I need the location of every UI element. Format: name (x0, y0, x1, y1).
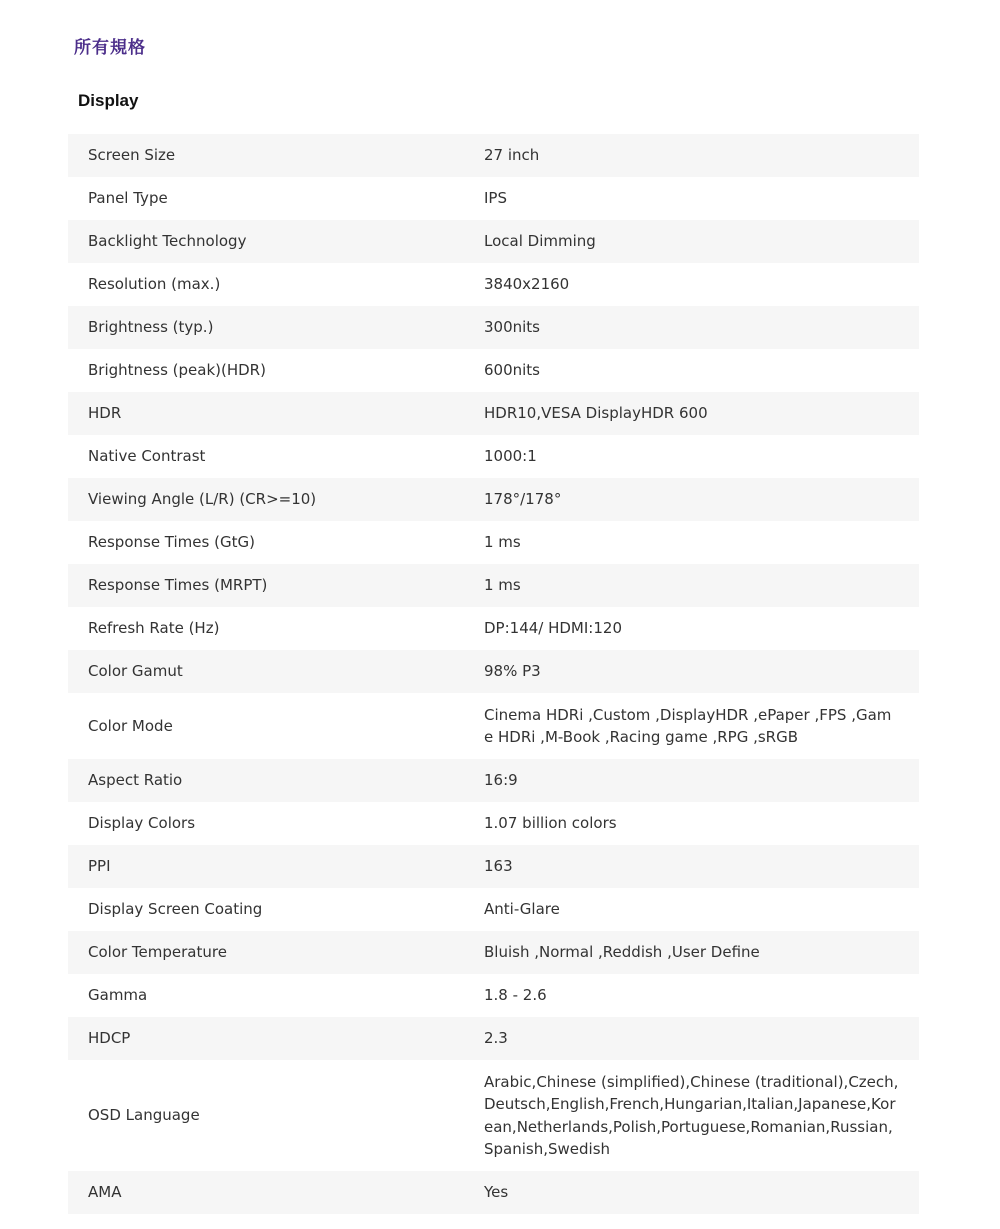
spec-label: Viewing Angle (L/R) (CR>=10) (88, 490, 317, 509)
spec-label: AMA (88, 1183, 122, 1202)
spec-label: PPI (88, 857, 111, 876)
spec-value: 16:9 (484, 771, 518, 790)
spec-row-osd-language (68, 1060, 919, 1171)
spec-label: Response Times (MRPT) (88, 576, 268, 595)
spec-row-display-colors (68, 802, 919, 845)
spec-row-response-gtg (68, 521, 919, 564)
spec-label: OSD Language (88, 1106, 200, 1125)
spec-value: 3840x2160 (484, 275, 570, 294)
spec-row-brightness-typ (68, 306, 919, 349)
spec-row-resolution (68, 263, 919, 306)
spec-value: 98% P3 (484, 662, 541, 681)
spec-label: Color Gamut (88, 662, 183, 681)
spec-row-color-temperature (68, 931, 919, 974)
spec-label: Display Colors (88, 814, 196, 833)
spec-row-brightness-peak (68, 349, 919, 392)
spec-row-response-mprt (68, 564, 919, 607)
spec-value: 1.8 - 2.6 (484, 986, 547, 1005)
spec-value: 1 ms (484, 533, 521, 552)
spec-row-color-gamut (68, 650, 919, 693)
spec-value: 600nits (484, 361, 541, 380)
page-title: 所有規格 (74, 38, 146, 58)
spec-row-screen-coating (68, 888, 919, 931)
spec-value: 163 (484, 857, 513, 876)
spec-value: 1.07 billion colors (484, 814, 617, 833)
spec-table (68, 134, 919, 1214)
spec-value: Anti-Glare (484, 900, 560, 919)
spec-row-hdr (68, 392, 919, 435)
spec-label: Display Screen Coating (88, 900, 263, 919)
spec-value: DP:144/ HDMI:120 (484, 619, 622, 638)
spec-label: Color Mode (88, 716, 173, 735)
spec-value: 300nits (484, 318, 541, 337)
spec-row-ama (68, 1171, 919, 1214)
spec-label: HDCP (88, 1029, 131, 1048)
spec-label: Brightness (peak)(HDR) (88, 361, 266, 380)
spec-label: HDR (88, 404, 122, 423)
spec-label: Aspect Ratio (88, 771, 183, 790)
spec-value: 178°/178° (484, 490, 562, 509)
spec-label: Gamma (88, 986, 148, 1005)
spec-label: Response Times (GtG) (88, 533, 255, 552)
spec-value: 1 ms (484, 576, 521, 595)
spec-label: Panel Type (88, 189, 168, 208)
spec-label: Brightness (typ.) (88, 318, 214, 337)
spec-value: Arabic,Chinese (simplified),Chinese (traditional),Czech,Deutsch,English,French,Hungarian,Italian,Japanese,Korean,Netherlands,Polish,Portuguese,Romanian,Russian,Spanish,Swedish (484, 1072, 899, 1158)
spec-label: Resolution (max.) (88, 275, 221, 294)
spec-value: Yes (484, 1183, 509, 1202)
spec-row-aspect-ratio (68, 759, 919, 802)
spec-row-hdcp (68, 1017, 919, 1060)
spec-value: Local Dimming (484, 232, 596, 251)
spec-label: Backlight Technology (88, 232, 247, 251)
spec-row-ppi (68, 845, 919, 888)
spec-value: IPS (484, 189, 507, 208)
spec-label: Native Contrast (88, 447, 206, 466)
spec-row-gamma (68, 974, 919, 1017)
spec-row-viewing-angle (68, 478, 919, 521)
spec-value: Cinema HDRi ,Custom ,DisplayHDR ,ePaper ,FPS ,Game HDRi ,M-Book ,Racing game ,RPG ,sRGB (484, 705, 892, 746)
section-title-display: Display (78, 91, 139, 110)
spec-row-color-mode (68, 693, 919, 759)
spec-row-native-contrast (68, 435, 919, 478)
spec-label: Refresh Rate (Hz) (88, 619, 220, 638)
spec-row-panel-type (68, 177, 919, 220)
spec-row-screen-size (68, 134, 919, 177)
spec-value: 2.3 (484, 1029, 508, 1048)
spec-value: 1000:1 (484, 447, 537, 466)
spec-row-refresh-rate (68, 607, 919, 650)
spec-label: Color Temperature (88, 943, 227, 962)
spec-row-backlight-technology (68, 220, 919, 263)
spec-value: HDR10,VESA DisplayHDR 600 (484, 404, 708, 423)
spec-value: 27 inch (484, 146, 540, 165)
spec-label: Screen Size (88, 146, 176, 165)
spec-value: Bluish ,Normal ,Reddish ,User Define (484, 943, 760, 962)
